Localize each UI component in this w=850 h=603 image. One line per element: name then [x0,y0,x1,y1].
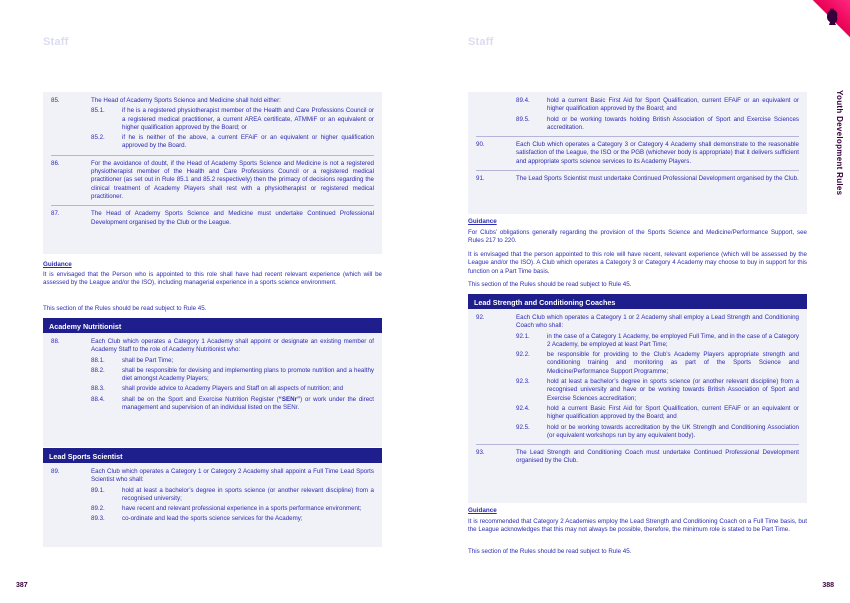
section-bar-academy-nutritionist: Academy Nutritionist [43,318,382,333]
rule-85-2: 85.2. if he is neither of the above, a current EFAiF or an equivalent or higher qualification approved by the Board. [91,134,374,150]
guidance-text: For Clubs’ obligations generally regarding the provision of the Sports Science and Medicine/Performance Support, see Rules 217 to 220. [468,229,807,245]
rule-88-2: 88.2. shall be responsible for devising and implementing plans to promote nutrition and a healthy diet amongst Academy Players; [91,366,374,383]
guidance-note: This section of the Rules should be read subject to Rule 45. [43,305,207,312]
rule-92-2: 92.2. be responsible for providing to the Club’s Academy Players appropriate strength and conditioning training and monitoring as part of the Sports Science and Medicine/Performance Support Programme; [516,351,799,375]
rule-88: 88. Each Club which operates a Category 1 Academy shall appoint or designate an existing member of Academy Staff to the role of Academy Nutritionist who: 88.1. shall be Part Time; 88.2. shall be responsible for devising and implementing plans to promote nutrition and a healthy diet amongst Academy Players; 88.3. shall provide advice to Academy Players and Staff on all aspects of nutrition; and 88.4. shall be on the Sport and Exercise Nutrition Register (“SENr”) or work under the direct management and supervision of an individual listed on the SENr. [51,338,374,412]
guidance-text: It is envisaged that the Person who is appointed to this role shall have had recent relevant experience (which will be assessed by the League and/or the ISO), including managerial experience in a sports science environment. [43,271,382,287]
rules-box-89 [43,463,382,547]
guidance-text: It is envisaged that the person appointed to this role will have recent, relevant experience (which will be assessed by the League and/or the ISO). A Club which operates a Category 3 or Category 4 Academy may choose to buy in support for this function on a Part Time basis. [468,251,807,275]
section-label: Staff [468,36,494,48]
rule-92: 92. Each Club which operates a Category 1 or 2 Academy shall employ a Lead Strength and Conditioning Coach who shall: 92.1. in the case of a Category 1 Academy, be employed Full Time, and in the case of a Category 2 Academy, be employed at least Part Time; 92.2. be responsible for providing to the Club’s Academy Players appropriate strength and conditioning training and monitoring as part of the Sports Science and Medicine/Performance Support Programme; 92.3. hold at least a bachelor’s degree in sports science (or another relevant discipline) from a recognised university and have or be working towards British Association of Sport and Exercise Sciences accreditation; 92.4. hold a current Basic First Aid for Sport Qualification, current EFAiF or an equivalent or higher qualification approved by the Board; and 92.5. hold or be working towards accreditation by the UK Strength and Conditioning Association (or equivalent workshops run by any equivalent body). [476,314,799,439]
guidance-heading: Guidance [468,507,497,514]
section-bar-lead-strength-conditioning: Lead Strength and Conditioning Coaches [468,294,807,309]
premier-league-lion-icon [824,8,840,26]
rule-91: 91. The Lead Sports Scientist must undertake Continued Professional Development organised by the Club. [476,175,799,183]
guidance-note: This section of the Rules should be read subject to Rule 45. [468,548,632,555]
rule-89-5: 89.5. hold or be working towards holding British Association of Sport and Exercise Sciences accreditation. [516,115,799,131]
guidance-heading: Guidance [43,261,72,268]
rules-box-89-cont [468,92,807,214]
divider [51,155,374,156]
rule-93: 93. The Lead Strength and Conditioning Coach must undertake Continued Professional Development organised by the Club. [476,449,799,465]
rule-90: 90. Each Club which operates a Category 3 or Category 4 Academy shall demonstrate to the reasonable satisfaction of the League, the ISO or the PGB (whichever body is appropriate) that it delivers sufficient and appropriate sports science services to its Academy Players. [476,141,799,165]
rule-88-4: 88.4. shall be on the Sport and Exercise Nutrition Register (“SENr”) or work under the direct management and supervision of an individual listed on the SENr. [91,395,374,412]
rule-92-3: 92.3. hold at least a bachelor’s degree in sports science (or another relevant discipline) from a recognised university and have or be working towards British Association of Sport and Exercise Sciences accreditation; [516,378,799,402]
rules-box-88 [43,333,382,447]
rule-92-1: 92.1. in the case of a Category 1 Academy, be employed Full Time, and in the case of a Category 2 Academy, be employed at least Part Time; [516,332,799,348]
rule-92-4: 92.4. hold a current Basic First Aid for Sport Qualification, current EFAiF or an equivalent or higher qualification approved by the Board; and [516,404,799,421]
rules-box-92-93 [468,309,807,503]
section-bar-lead-sports-scientist: Lead Sports Scientist [43,448,382,463]
divider [476,136,799,137]
page-number: 387 [16,582,28,589]
rule-89: 89. Each Club which operates a Category 1 or Category 2 Academy shall appoint a Full Time Lead Sports Scientist who shall: 89.1. hold at least a bachelor’s degree in sports science (or another relevant discipline) from a recognised university; 89.2. have recent and relevant professional experience in a sports performance environment; 89.3. co-ordinate and lead the sports science services for the Academy; [51,468,374,523]
guidance-heading: Guidance [468,218,497,225]
vertical-document-title: Youth Development Rules [835,90,844,196]
rule-89-4: 89.4. hold a current Basic First Aid for Sport Qualification, current EFAiF or an equivalent or higher qualification approved by the Board; and [516,97,799,113]
section-label: Staff [43,36,69,48]
rule-86: 86. For the avoidance of doubt, if the Head of Academy Sports Science and Medicine is not a registered physiotherapist member of the Health and Care Professions Council or a registered medical practitioner (as set out in Rule 85.1 and 85.2 respectively) then the primacy of decisions regarding the clinical treatment of Academy Players shall rest with a physiotherapist or registered medical practitioner. [51,159,374,200]
guidance-text: It is recommended that Category 2 Academies employ the Lead Strength and Conditioning Coach on a Full Time basis, but the League acknowledges that this may not always be possible, therefore, the minimum role is stated to be Part Time. [468,518,807,534]
page-number: 388 [822,582,834,589]
rule-85-1: 85.1. if he is a registered physiotherapist member of the Health and Care Professions Council or a registered medical practitioner, a current AREA certificate, ATMMiF or an equivalent or higher qualification approved by the Board; or [91,107,374,131]
rule-89-2: 89.2. have recent and relevant professional experience in a sports performance environment; [91,505,362,513]
rules-box-85-87 [43,92,382,254]
rule-87: 87. The Head of Academy Sports Science and Medicine must undertake Continued Professional Development organised by the Club or the League. [51,210,374,226]
divider [476,444,799,445]
rule-88-3: 88.3. shall provide advice to Academy Players and Staff on all aspects of nutrition; and [91,385,344,393]
rule-88-1: 88.1. shall be Part Time; [91,356,174,364]
rule-89-1: 89.1. hold at least a bachelor’s degree in sports science (or another relevant discipline) from a recognised university; [91,486,374,502]
right-page [425,0,850,603]
divider [51,205,374,206]
guidance-note: This section of the Rules should be read subject to Rule 45. [468,281,632,288]
divider [476,170,799,171]
rule-92-5: 92.5. hold or be working towards accreditation by the UK Strength and Conditioning Association (or equivalent workshops run by any equivalent body). [516,423,799,439]
rule-85: 85. The Head of Academy Sports Science and Medicine shall hold either: 85.1. if he is a registered physiotherapist member of the Health and Care Professions Council or a registered medical practitioner, a current AREA certificate, ATMMiF or an equivalent or higher qualification approved by the Board; or 85.2. if he is neither of the above, a current EFAiF or an equivalent or higher qualification approved by the Board. [51,97,374,150]
rule-89-3: 89.3. co-ordinate and lead the sports science services for the Academy; [91,515,303,523]
